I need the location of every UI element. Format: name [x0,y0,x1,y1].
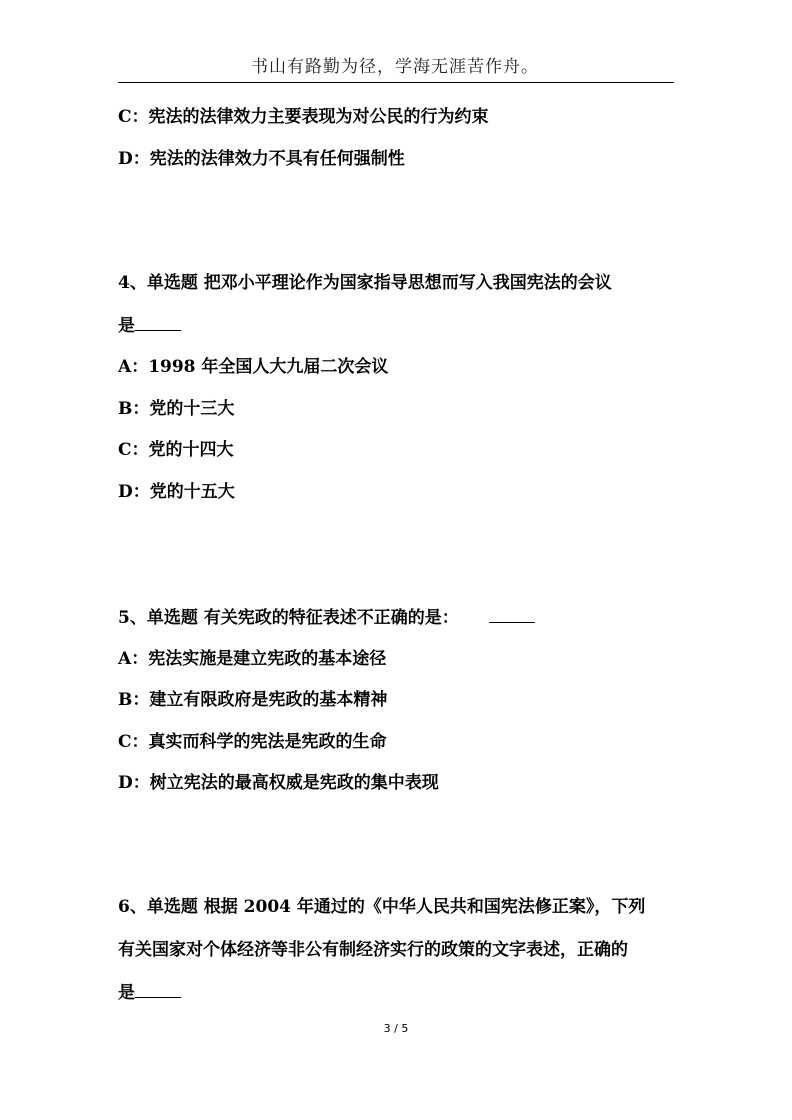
q4-option-d: D：党的十五大 [118,482,235,502]
q4-option-b: B：党的十三大 [118,399,235,419]
q4-stem-line2-text: 是 [118,316,135,336]
q4-stem-line2 [118,314,181,337]
q6-stem-line1: 6、单选题 根据 2004 年通过的《中华人民共和国宪法修正案》，下列 [118,897,646,917]
q6-stem-line2: 有关国家对个体经济等非公有制经济实行的政策的文字表述，正确的 [118,940,628,960]
q4-stem-line1: 4、单选题 把邓小平理论作为国家指导思想而写入我国宪法的会议 [118,273,612,293]
q4-option-c: C：党的十四大 [118,440,234,460]
answer-blank [135,981,181,998]
header-divider [118,82,674,83]
q5-stem-text: 5、单选题 有关宪政的特征表述不正确的是： [118,608,459,628]
q5-option-d: D：树立宪法的最高权威是宪政的集中表现 [118,773,439,793]
answer-blank [135,314,181,331]
answer-blank [489,606,535,623]
page-header-motto: 书山有路勤为径，学海无涯苦作舟。 [251,57,539,77]
q5-option-c: C：真实而科学的宪法是宪政的生命 [118,732,387,752]
q4-option-a: A：1998 年全国人大九届二次会议 [118,357,389,377]
q5-stem [118,606,535,629]
q6-stem-line3-text: 是 [118,983,135,1003]
q3-option-d: D：宪法的法律效力不具有任何强制性 [118,149,405,169]
q6-stem-line3 [118,981,181,1004]
q5-option-b: B：建立有限政府是宪政的基本精神 [118,690,388,710]
q3-option-c: C：宪法的法律效力主要表现为对公民的行为约束 [118,107,489,127]
page-number: 3 / 5 [383,1022,409,1035]
q5-option-a: A：宪法实施是建立宪政的基本途径 [118,649,387,669]
